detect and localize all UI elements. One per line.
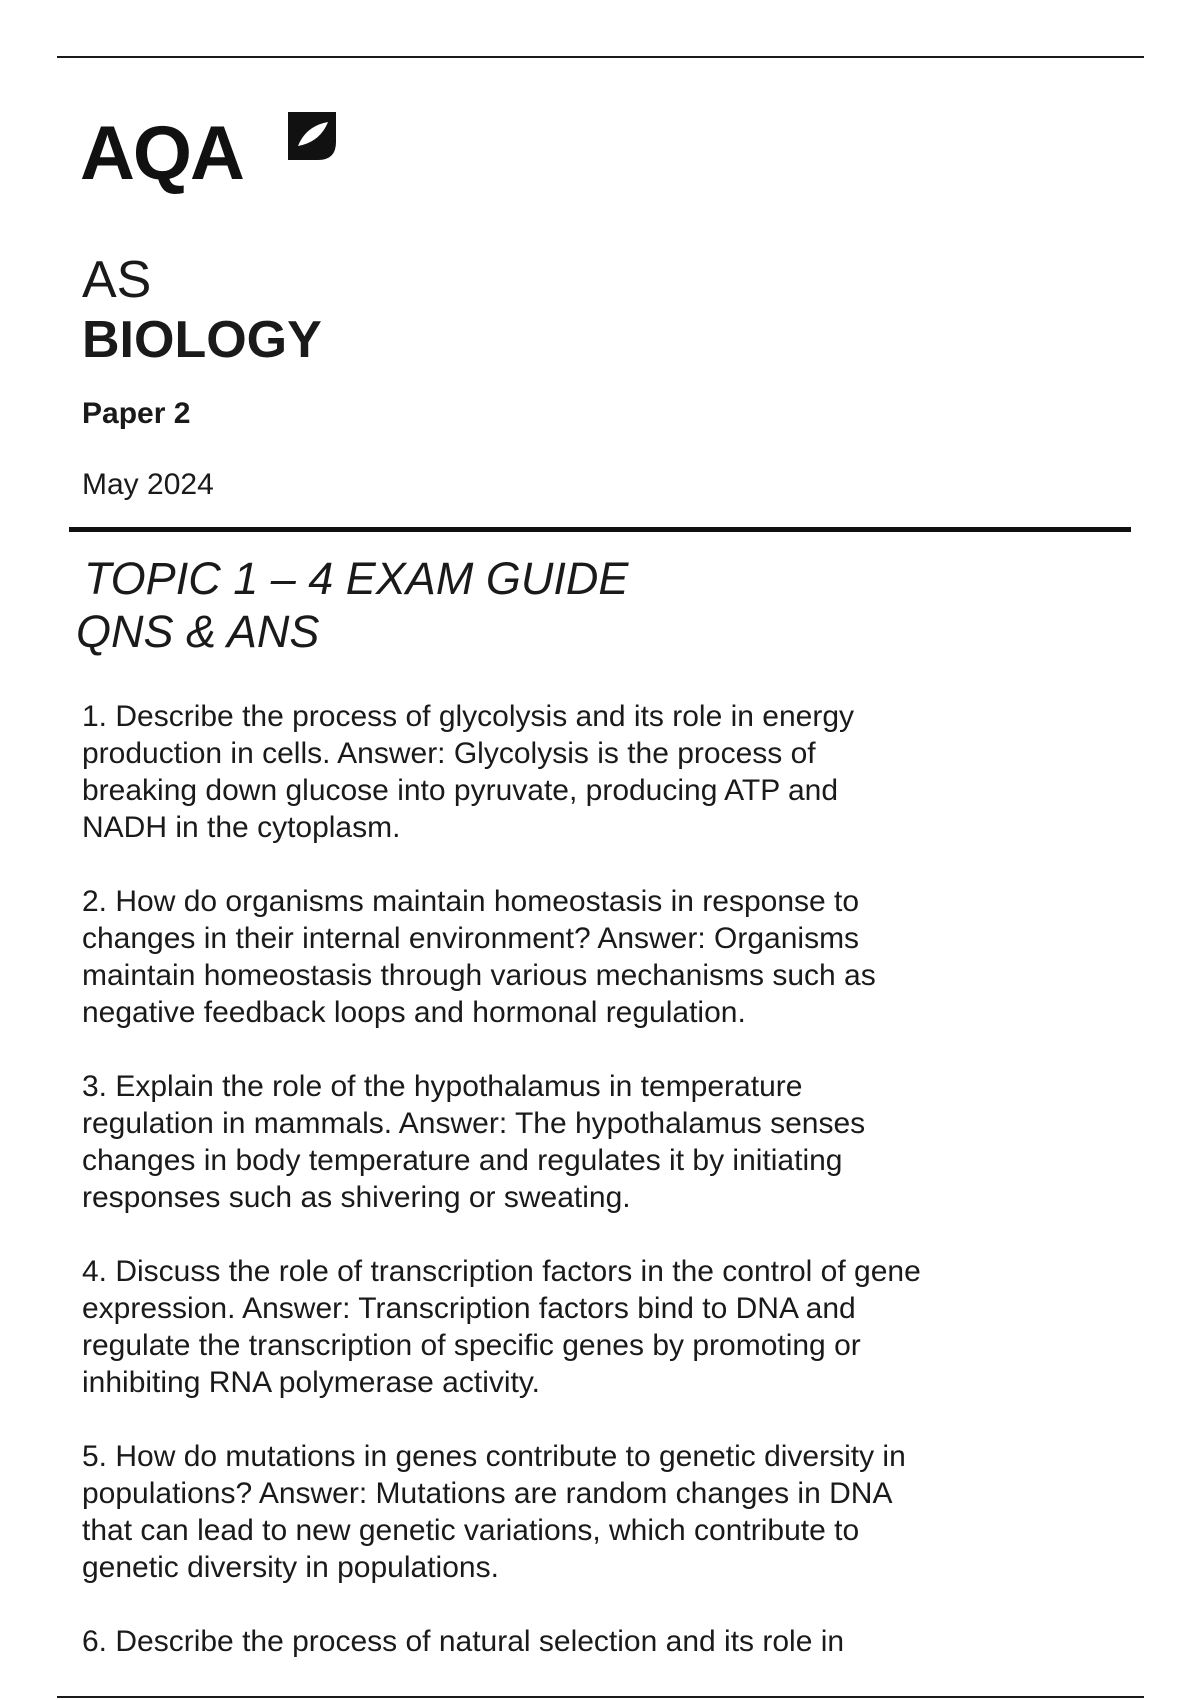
paper-number: Paper 2 — [82, 397, 191, 430]
exam-date: May 2024 — [82, 468, 214, 501]
question-line: expression. Answer: Transcription factors bind to DNA and — [82, 1292, 856, 1325]
question-line: negative feedback loops and hormonal regulation. — [82, 996, 746, 1029]
question-line: 4. Discuss the role of transcription factors in the control of gene — [82, 1255, 921, 1288]
subject-title: BIOLOGY — [82, 311, 322, 369]
question-line: NADH in the cytoplasm. — [82, 811, 401, 844]
question-line: regulate the transcription of specific genes by promoting or — [82, 1329, 861, 1362]
question-line: populations? Answer: Mutations are random changes in DNA — [82, 1477, 893, 1510]
question-item — [82, 1438, 1082, 1586]
question-line: that can lead to new genetic variations, which contribute to — [82, 1514, 860, 1547]
question-line: maintain homeostasis through various mechanisms such as — [82, 959, 876, 992]
question-line: 6. Describe the process of natural selection and its role in — [82, 1625, 845, 1658]
top-divider — [57, 56, 1144, 58]
guide-subtitle: QNS & ANS — [76, 606, 320, 657]
aqa-logo-text: AQA — [80, 111, 243, 196]
qualification-level: AS — [82, 251, 152, 309]
aqa-leaf-mark-icon — [282, 106, 342, 166]
question-line: 3. Explain the role of the hypothalamus in temperature — [82, 1070, 803, 1103]
question-item — [82, 883, 1082, 1031]
question-line: production in cells. Answer: Glycolysis is the process of — [82, 737, 816, 770]
guide-title: TOPIC 1 – 4 EXAM GUIDE — [84, 553, 629, 604]
question-item — [82, 698, 1082, 846]
question-item — [82, 1068, 1082, 1216]
bottom-divider — [57, 1696, 1144, 1698]
question-line: 2. How do organisms maintain homeostasis in response to — [82, 885, 860, 918]
question-line: regulation in mammals. Answer: The hypothalamus senses — [82, 1107, 866, 1140]
header-divider — [69, 527, 1131, 532]
question-line: genetic diversity in populations. — [82, 1551, 499, 1584]
question-line: 5. How do mutations in genes contribute to genetic diversity in — [82, 1440, 906, 1473]
question-line: inhibiting RNA polymerase activity. — [82, 1366, 540, 1399]
question-list — [82, 698, 1082, 1697]
question-item — [82, 1253, 1082, 1401]
question-line: 1. Describe the process of glycolysis and its role in energy — [82, 700, 855, 733]
question-line: changes in their internal environment? Answer: Organisms — [82, 922, 860, 955]
question-item — [82, 1623, 1082, 1660]
aqa-logo — [80, 106, 342, 202]
question-line: changes in body temperature and regulates it by initiating — [82, 1144, 843, 1177]
question-line: responses such as shivering or sweating. — [82, 1181, 631, 1214]
question-line: breaking down glucose into pyruvate, producing ATP and — [82, 774, 839, 807]
